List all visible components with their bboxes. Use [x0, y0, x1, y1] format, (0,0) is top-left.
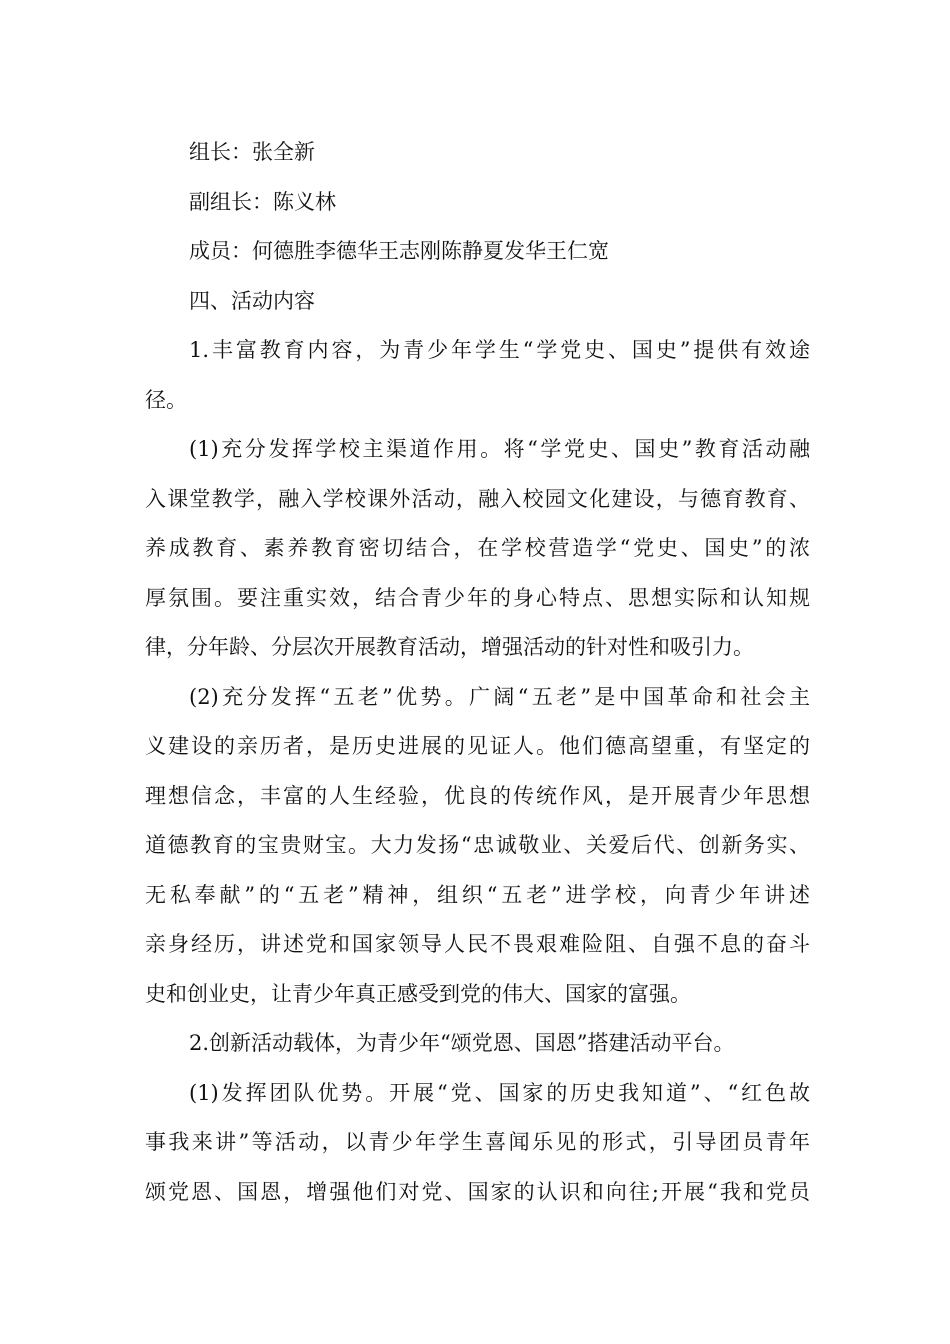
- paragraph-line: 养成教育、素养教育密切结合，在学校营造学“党史、国史”的浓: [145, 536, 810, 560]
- document-page: [145, 128, 810, 1217]
- subheading-line: 2.创新活动载体，为青少年“颂党恩、国恩”搭建活动平台。: [189, 1031, 735, 1055]
- subheading-line: 径。: [145, 387, 187, 412]
- subheading-line: 1.丰富教育内容，为青少年学生“学党史、国史”提供有效途: [189, 338, 810, 362]
- paragraph-line: 组长：张全新: [189, 140, 315, 164]
- paragraph-line: 副组长：陈义林: [189, 189, 336, 214]
- paragraph-line: 无私奉献”的“五老”精神，组织“五老”进学校，向青少年讲述: [145, 882, 810, 907]
- paragraph-line: 道德教育的宝贵财宝。大力发扬“忠诚敬业、关爱后代、创新务实、: [145, 833, 810, 857]
- paragraph-line: 义建设的亲历者，是历史进展的见证人。他们德高望重，有坚定的: [145, 734, 810, 758]
- paragraph-line: (1)充分发挥学校主渠道作用。将“学党史、国史”教育活动融: [189, 437, 810, 461]
- paragraph-line: 理想信念，丰富的人生经验，优良的传统作风，是开展青少年思想: [145, 783, 810, 808]
- paragraph-line: (1)发挥团队优势。开展“党、国家的历史我知道”、“红色故: [189, 1080, 810, 1105]
- paragraph-line: 律，分年龄、分层次开展教育活动，增强活动的针对性和吸引力。: [145, 635, 754, 659]
- paragraph-line: 厚氛围。要注重实效，结合青少年的身心特点、思想实际和认知规: [145, 585, 810, 610]
- paragraph-line: 颂党恩、国恩，增强他们对党、国家的认识和向往;开展“我和党员: [145, 1179, 810, 1204]
- section-heading: 四、活动内容: [189, 288, 315, 313]
- paragraph-line: 入课堂教学，融入学校课外活动，融入校园文化建设，与德育教育、: [145, 486, 810, 511]
- paragraph-line: 史和创业史，让青少年真正感受到党的伟大、国家的富强。: [145, 981, 691, 1006]
- paragraph-line: (2)充分发挥“五老”优势。广阔“五老”是中国革命和社会主: [189, 684, 810, 709]
- paragraph-line: 亲身经历，讲述党和国家领导人民不畏艰难险阻、自强不息的奋斗: [145, 932, 810, 956]
- paragraph-line: 成员：何德胜李德华王志刚陈静夏发华王仁宽: [189, 239, 609, 263]
- paragraph-line: 事我来讲”等活动，以青少年学生喜闻乐见的形式，引导团员青年: [145, 1130, 810, 1154]
